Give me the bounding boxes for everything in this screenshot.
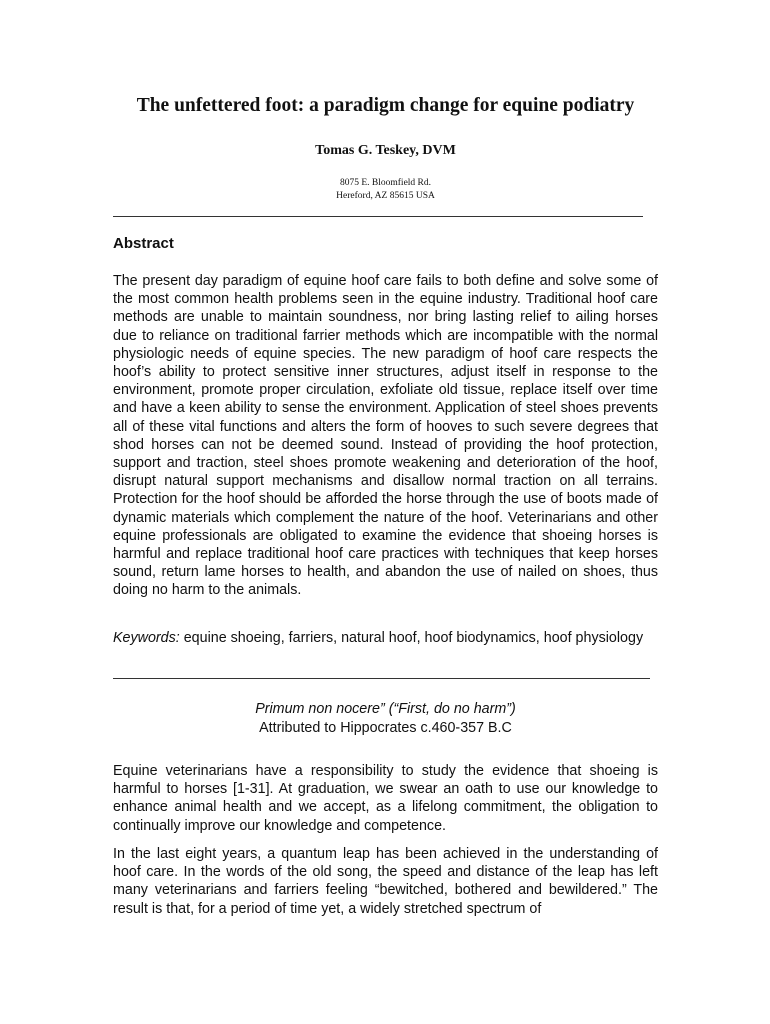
keywords-label: Keywords: [113,630,180,646]
epigraph-attribution: Attributed to Hippocrates c.460-357 B.C [259,719,512,736]
author-name: Tomas G. Teskey, DVM [315,143,456,158]
body-paragraph-1: Equine veterinarians have a responsibility to study the evidence that shoeing is harmful to horses [1-31]. At graduation, we swear an oath to use our knowledge to enhance animal health and we accept, as a lifelong commitment, the obligation to continually improve our knowledge and competence. [113,763,658,834]
keywords-text: equine shoeing, farriers, natural hoof, hoof biodynamics, hoof physiology [179,630,644,646]
address-line-2: Hereford, AZ 85615 USA [336,191,435,201]
epigraph-quote: Primum non nocere” (“First, do no harm”) [255,701,516,717]
abstract-heading: Abstract [113,235,174,252]
address-line-1: 8075 E. Bloomfield Rd. [339,178,432,188]
header-divider [113,216,643,217]
paper-title: The unfettered foot: a paradigm change for equine podiatry [136,95,635,116]
author-address [113,177,658,203]
abstract-text: The present day paradigm of equine hoof care fails to both define and solve some of the most common health problems seen in the equine industry. Traditional hoof care methods are unable to maintain soundness, nor bring lasting relief to ailing horses due to reliance on traditional farrier methods which are incompatible with the normal physiologic needs of equine species. The new paradigm of hoof care respects the hoof’s ability to protect sensitive inner structures, adjust itself in response to the environment, promote proper circulation, exfoliate old tissue, replace itself over time and have a keen ability to sense the environment. Application of steel shoes prevents all of these vital functions and alters the form of hooves to such severe degrees that shod horses can not be deemed sound. Instead of providing the hoof protection, support and traction, steel shoes promote weakening and deterioration of the hoof, disrupt natural support mechanisms and disallow normal traction on all terrains. Protection for the hoof should be afforded the horse through the use of boots made of dynamic materials which complement the nature of the hoof. Veterinarians and other equine professionals are obligated to examine the evidence that shoeing horses is harmful and replace traditional hoof care practices with techniques that keep horses sound, return lame horses to health, and abandon the use of nailed on shoes, thus doing no harm to the animals. [113,273,658,599]
body-paragraph-2: In the last eight years, a quantum leap has been achieved in the understanding of hoof care. In the words of the old song, the speed and distance of the leap has left many veterinarians and farriers feeling “bewitched, bothered and bewildered.” The result is that, for a period of time yet, a widely stretched spectrum of [113,846,658,917]
epigraph [113,700,658,737]
keywords-divider [113,678,650,679]
keywords-line [113,629,658,647]
